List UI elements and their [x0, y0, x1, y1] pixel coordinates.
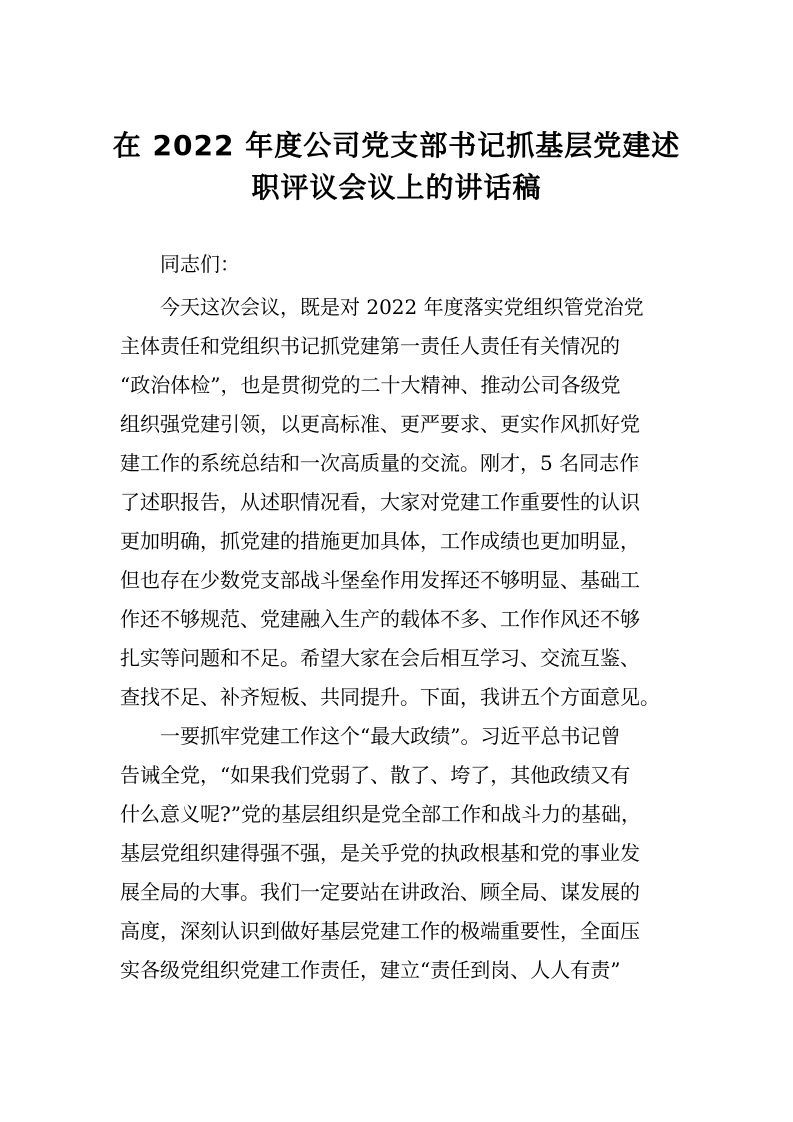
body-line: 实各级党组织党建工作责任，建立“责任到岗、人人有责” — [120, 958, 621, 982]
body-line: 更加明确，抓党建的措施更加具体，工作成绩也更加明显， — [120, 529, 640, 553]
body-line: 基层党组织建得强不强，是关乎党的执政根基和党的事业发 — [120, 841, 640, 865]
body-line: “政治体检”，也是贯彻党的二十大精神、推动公司各级党 — [120, 373, 621, 397]
body-line: 组织强党建引领，以更高标准、更严要求、更实作风抓好党 — [120, 412, 640, 436]
body-line: 查找不足、补齐短板、共同提升。下面，我讲五个方面意见。 — [120, 685, 660, 709]
body-line: 一要抓牢党建工作这个“最大政绩”。习近平总书记曾 — [160, 724, 621, 748]
body-line: 展全局的大事。我们一定要站在讲政治、顾全局、谋发展的 — [120, 880, 640, 904]
body-line: 作还不够规范、党建融入生产的载体不多、工作作风还不够 — [120, 607, 640, 631]
document-title-line-1: 在 2022 年度公司党支部书记抓基层党建述 — [112, 129, 681, 162]
greeting: 同志们： — [160, 252, 240, 276]
body-line: 了述职报告，从述职情况看，大家对党建工作重要性的认识 — [120, 490, 640, 514]
body-line: 高度，深刻认识到做好基层党建工作的极端重要性，全面压 — [120, 919, 640, 943]
body-line: 主体责任和党组织书记抓党建第一责任人责任有关情况的 — [120, 334, 620, 358]
body-line: 什么意义呢?”党的基层组织是党全部工作和战斗力的基础， — [120, 802, 641, 826]
body-line: 扎实等问题和不足。希望大家在会后相互学习、交流互鉴、 — [120, 646, 640, 670]
body-line: 今天这次会议，既是对 2022 年度落实党组织管党治党 — [160, 295, 644, 319]
body-line: 告诫全党，“如果我们党弱了、散了、垮了，其他政绩又有 — [120, 763, 631, 787]
body-line: 建工作的系统总结和一次高质量的交流。刚才，5 名同志作 — [120, 451, 640, 475]
document-title-line-2: 职评议会议上的讲话稿 — [251, 171, 542, 204]
body-line: 但也存在少数党支部战斗堡垒作用发挥还不够明显、基础工 — [120, 568, 640, 592]
